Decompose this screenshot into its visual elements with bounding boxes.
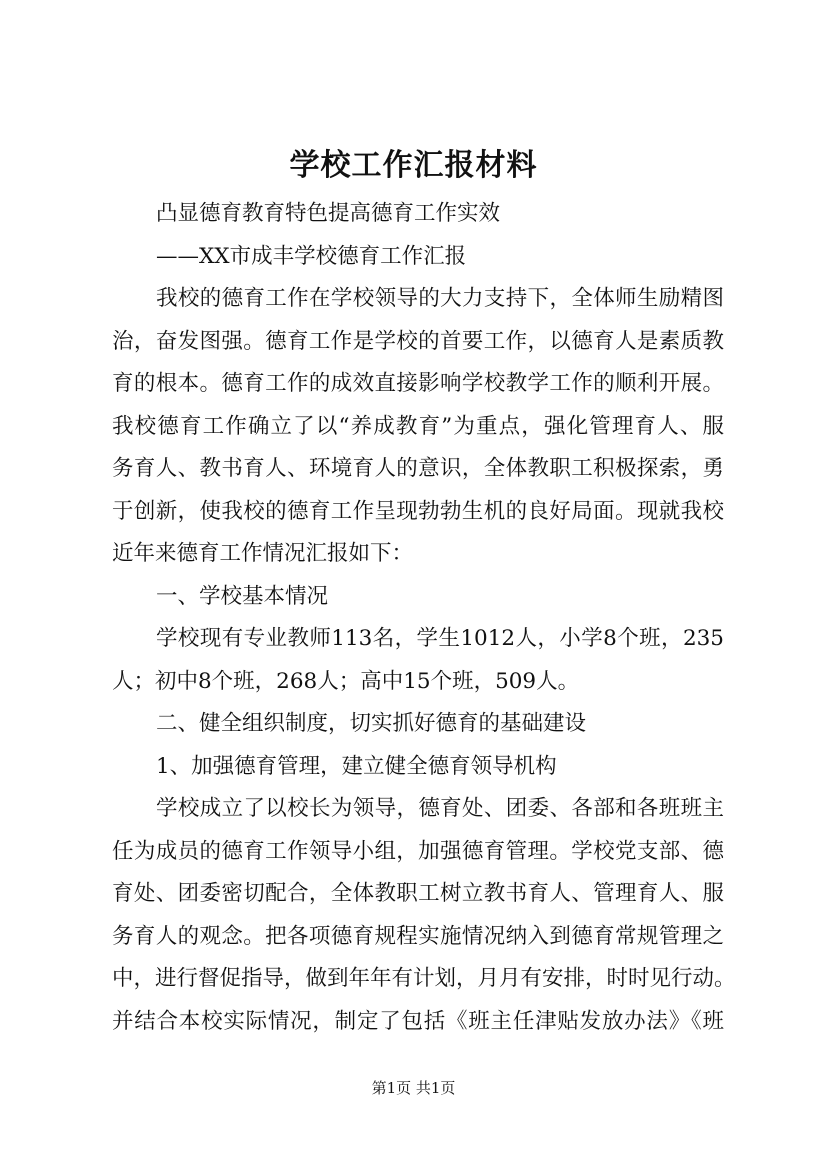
paragraph-line: 学校现有专业教师113名，学生1012人，小学8个班，235 bbox=[156, 626, 724, 651]
paragraph-line: 凸显德育教育特色提高德育工作实效 bbox=[156, 201, 501, 226]
paragraph-line: 二、健全组织制度，切实抓好德育的基础建设 bbox=[156, 711, 587, 736]
paragraph-line: 育处、团委密切配合，全体教职工树立教书育人、管理育人、服 bbox=[112, 881, 724, 906]
paragraph-line: 于创新，使我校的德育工作呈现勃勃生机的良好局面。现就我校 bbox=[112, 498, 724, 524]
paragraph-line: ——XX市成丰学校德育工作汇报 bbox=[156, 243, 467, 269]
page-footer: 第1页 共1页 bbox=[371, 1079, 456, 1097]
paragraph-line: 1、加强德育管理，建立健全德育领导机构 bbox=[156, 753, 557, 779]
paragraph-line: 我校德育工作确立了以“养成教育”为重点，强化管理育人、服 bbox=[112, 413, 724, 439]
paragraph-line: 务育人、教书育人、环境育人的意识，全体教职工积极探索，勇 bbox=[112, 456, 724, 481]
paragraph-line: 我校的德育工作在学校领导的大力支持下，全体师生励精图 bbox=[156, 286, 724, 311]
paragraph-line: 任为成员的德育工作领导小组，加强德育管理。学校党支部、德 bbox=[112, 838, 724, 864]
paragraph-line: 并结合本校实际情况，制定了包括《班主任津贴发放办法》《班 bbox=[112, 1008, 724, 1034]
document-body bbox=[112, 193, 736, 1043]
paragraph-line: 人；初中8个班，268人；高中15个班，509人。 bbox=[112, 668, 580, 694]
paragraph-line: 近年来德育工作情况汇报如下： bbox=[112, 541, 414, 566]
paragraph-line: 学校成立了以校长为领导，德育处、团委、各部和各班班主 bbox=[156, 796, 724, 821]
paragraph-line: 中，进行督促指导，做到年年有计划，月月有安排，时时见行动。 bbox=[112, 966, 736, 991]
paragraph-line: 治，奋发图强。德育工作是学校的首要工作，以德育人是素质教 bbox=[112, 328, 724, 354]
paragraph-line: 务育人的观念。把各项德育规程实施情况纳入到德育常规管理之 bbox=[112, 923, 724, 949]
paragraph-line: 育的根本。德育工作的成效直接影响学校教学工作的顺利开展。 bbox=[112, 371, 724, 396]
paragraph-line: 一、学校基本情况 bbox=[156, 583, 329, 609]
document-title: 学校工作汇报材料 bbox=[289, 148, 538, 183]
